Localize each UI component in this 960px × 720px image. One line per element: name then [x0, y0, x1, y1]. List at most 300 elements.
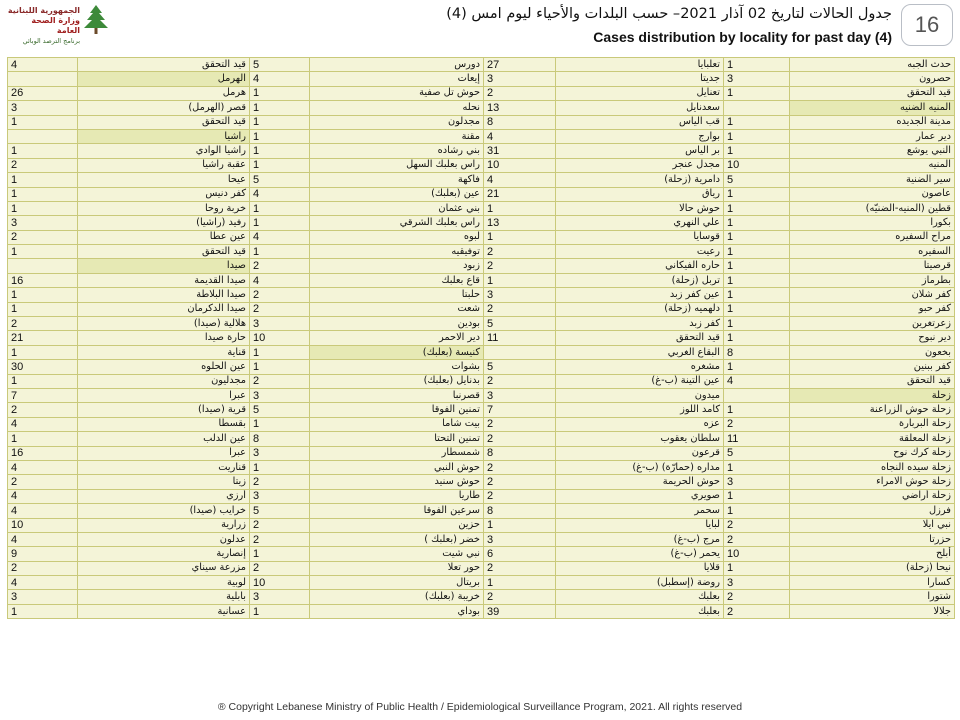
- table-row: [8, 101, 955, 115]
- case-count-cell: 3: [724, 72, 790, 86]
- table-row: [8, 417, 955, 431]
- locality-cell: قيد التحقق: [790, 374, 955, 388]
- locality-cell: عين عطا: [78, 230, 250, 244]
- locality-cell: حوش النبي: [310, 460, 484, 474]
- case-count-cell: 8: [484, 504, 556, 518]
- case-count-cell: 1: [250, 101, 310, 115]
- case-count-cell: 1: [724, 144, 790, 158]
- locality-cell: صيدا القديمة: [78, 273, 250, 287]
- page-number-badge: 16: [901, 4, 953, 46]
- locality-cell: جديتا: [556, 72, 724, 86]
- locality-cell: عين الدلب: [78, 432, 250, 446]
- locality-cell: بعلبك: [556, 604, 724, 618]
- case-count-cell: 1: [724, 115, 790, 129]
- case-count-cell: 4: [8, 460, 78, 474]
- locality-cell: شعت: [310, 302, 484, 316]
- locality-cell: عدلون: [78, 532, 250, 546]
- locality-cell: ميدون: [556, 388, 724, 402]
- case-count-cell: 1: [8, 187, 78, 201]
- case-count-cell: 2: [724, 532, 790, 546]
- locality-cell: نبي شيت: [310, 547, 484, 561]
- case-count-cell: 1: [8, 288, 78, 302]
- table-row: [8, 561, 955, 575]
- case-count-cell: 4: [724, 374, 790, 388]
- locality-cell: زحلة حوش الزراعنة: [790, 403, 955, 417]
- locality-cell: قاع بعلبك: [310, 273, 484, 287]
- case-count-cell: 1: [724, 86, 790, 100]
- locality-cell: بني رشاده: [310, 144, 484, 158]
- table-row: [8, 432, 955, 446]
- case-count-cell: 39: [484, 604, 556, 618]
- table-row: [8, 72, 955, 86]
- locality-cell: صيدا الدكرمان: [78, 302, 250, 316]
- locality-cell: زيتا: [78, 475, 250, 489]
- case-count-cell: 1: [484, 576, 556, 590]
- locality-cell: بخعون: [790, 345, 955, 359]
- case-count-cell: 2: [8, 561, 78, 575]
- case-count-cell: 4: [484, 173, 556, 187]
- case-count-cell: 1: [250, 158, 310, 172]
- case-count-cell: [724, 101, 790, 115]
- locality-cell: قرية (صيدا): [78, 403, 250, 417]
- locality-cell: أبلح: [790, 547, 955, 561]
- case-count-cell: 1: [8, 432, 78, 446]
- case-count-cell: 7: [8, 388, 78, 402]
- table-row: [8, 230, 955, 244]
- case-count-cell: 2: [8, 403, 78, 417]
- locality-cell: عيحا: [78, 173, 250, 187]
- locality-cell: تمنين الفوقا: [310, 403, 484, 417]
- case-count-cell: 4: [8, 417, 78, 431]
- locality-cell: دير الاحمر: [310, 331, 484, 345]
- case-count-cell: 5: [724, 173, 790, 187]
- locality-cell: أرزي: [78, 489, 250, 503]
- locality-cell: راشيا الوادي: [78, 144, 250, 158]
- case-count-cell: 2: [250, 518, 310, 532]
- case-count-cell: 1: [484, 518, 556, 532]
- locality-cell: زعرتغرين: [790, 317, 955, 331]
- locality-cell: حاره الفيكاني: [556, 259, 724, 273]
- locality-cell: عين كفر زبد: [556, 288, 724, 302]
- locality-cell: شمسطار: [310, 446, 484, 460]
- table-row: [8, 58, 955, 72]
- locality-cell: البقاع الغربي: [556, 345, 724, 359]
- locality-cell: إنصارية: [78, 547, 250, 561]
- case-count-cell: 5: [250, 173, 310, 187]
- locality-cell: سعدنايل: [556, 101, 724, 115]
- locality-cell: مجدليون: [78, 374, 250, 388]
- table-row: [8, 187, 955, 201]
- locality-cell: سير الضنية: [790, 173, 955, 187]
- case-count-cell: 1: [250, 360, 310, 374]
- case-count-cell: 1: [724, 273, 790, 287]
- case-count-cell: 16: [8, 273, 78, 287]
- case-count-cell: [8, 259, 78, 273]
- locality-cell: حارة صيدا: [78, 331, 250, 345]
- locality-cell: قيد التحقق: [78, 115, 250, 129]
- table-row: [8, 460, 955, 474]
- table-row: [8, 576, 955, 590]
- locality-cell: عبرا: [78, 388, 250, 402]
- case-count-cell: 2: [250, 561, 310, 575]
- locality-cell: حدث الجبه: [790, 58, 955, 72]
- locality-cell: لوبية: [78, 576, 250, 590]
- table-row: [8, 259, 955, 273]
- table-row: [8, 273, 955, 287]
- case-count-cell: 13: [484, 101, 556, 115]
- locality-cell: صويري: [556, 489, 724, 503]
- case-count-cell: 1: [724, 331, 790, 345]
- locality-cell: قصر (الهرمل): [78, 101, 250, 115]
- locality-cell: خضر (بعلبك ): [310, 532, 484, 546]
- locality-cell: قيد التحقق: [790, 86, 955, 100]
- case-count-cell: 3: [8, 216, 78, 230]
- locality-cell: النبي يوشع: [790, 144, 955, 158]
- case-count-cell: [8, 129, 78, 143]
- case-count-cell: 1: [484, 201, 556, 215]
- case-count-cell: 4: [8, 489, 78, 503]
- locality-cell: كفر دنيس: [78, 187, 250, 201]
- locality-cell: رعيت: [556, 245, 724, 259]
- table-row: [8, 504, 955, 518]
- page-title-arabic: جدول الحالات لتاريخ 02 آذار 2021– حسب البلدات والأحياء ليوم امس (4): [446, 6, 892, 22]
- locality-cell: حزين: [310, 518, 484, 532]
- case-count-cell: 3: [250, 489, 310, 503]
- locality-cell: مزرعة سيناي: [78, 561, 250, 575]
- case-count-cell: 8: [724, 345, 790, 359]
- case-count-cell: 27: [484, 58, 556, 72]
- locality-cell: صيدا البلاطة: [78, 288, 250, 302]
- case-count-cell: 1: [8, 144, 78, 158]
- locality-cell: قب الياس: [556, 115, 724, 129]
- case-count-cell: 9: [8, 547, 78, 561]
- case-count-cell: 2: [484, 302, 556, 316]
- case-count-cell: 4: [8, 58, 78, 72]
- case-count-cell: 3: [484, 388, 556, 402]
- locality-cell: يحمر (ب-غ): [556, 547, 724, 561]
- locality-cell: سرعين الفوقا: [310, 504, 484, 518]
- case-count-cell: 2: [250, 475, 310, 489]
- case-count-cell: 1: [484, 273, 556, 287]
- case-count-cell: 2: [250, 532, 310, 546]
- table-row: [8, 518, 955, 532]
- locality-cell: سحمر: [556, 504, 724, 518]
- table-row: [8, 216, 955, 230]
- case-count-cell: 1: [250, 604, 310, 618]
- case-count-cell: 10: [8, 518, 78, 532]
- case-count-cell: 1: [724, 317, 790, 331]
- table-row: [8, 590, 955, 604]
- case-count-cell: 1: [250, 460, 310, 474]
- locality-cell: المنيه: [790, 158, 955, 172]
- cases-table-body: [8, 58, 955, 619]
- locality-cell: حوش حالا: [556, 201, 724, 215]
- case-count-cell: 8: [250, 432, 310, 446]
- locality-cell: كامد اللوز: [556, 403, 724, 417]
- case-count-cell: 1: [724, 360, 790, 374]
- case-count-cell: 1: [724, 302, 790, 316]
- case-count-cell: 26: [8, 86, 78, 100]
- locality-cell: روضة (إسطبل): [556, 576, 724, 590]
- locality-cell: قرصيتا: [790, 259, 955, 273]
- table-row: [8, 302, 955, 316]
- locality-cell: كسارا: [790, 576, 955, 590]
- table-row: [8, 288, 955, 302]
- case-count-cell: 2: [8, 230, 78, 244]
- case-count-cell: 10: [724, 547, 790, 561]
- locality-cell: بشوات: [310, 360, 484, 374]
- table-row: [8, 446, 955, 460]
- case-count-cell: 7: [484, 403, 556, 417]
- table-row: [8, 144, 955, 158]
- table-row: [8, 173, 955, 187]
- locality-cell: دامرية (زحلة): [556, 173, 724, 187]
- case-count-cell: 3: [250, 446, 310, 460]
- logo-line1: الجمهورية اللبنانية: [7, 6, 80, 15]
- locality-cell: نحله: [310, 101, 484, 115]
- case-count-cell: 2: [484, 245, 556, 259]
- case-count-cell: 2: [484, 489, 556, 503]
- locality-cell: حوش تل صفية: [310, 86, 484, 100]
- table-row: [8, 374, 955, 388]
- locality-cell: راس بعلبك الشرقي: [310, 216, 484, 230]
- table-row: [8, 115, 955, 129]
- locality-cell: حلبتا: [310, 288, 484, 302]
- locality-cell: زحلة المعلقة: [790, 432, 955, 446]
- case-count-cell: 3: [250, 590, 310, 604]
- case-count-cell: 1: [8, 245, 78, 259]
- case-count-cell: 1: [8, 374, 78, 388]
- locality-cell: تعلبايا: [556, 58, 724, 72]
- case-count-cell: 11: [724, 432, 790, 446]
- case-count-cell: 2: [8, 317, 78, 331]
- table-row: [8, 403, 955, 417]
- case-count-cell: 3: [484, 288, 556, 302]
- case-count-cell: 1: [724, 245, 790, 259]
- locality-cell: مجدل عنجر: [556, 158, 724, 172]
- locality-cell: عسانية: [78, 604, 250, 618]
- locality-cell: زبود: [310, 259, 484, 273]
- case-count-cell: 5: [484, 360, 556, 374]
- case-count-cell: 1: [250, 201, 310, 215]
- case-count-cell: 8: [484, 446, 556, 460]
- case-count-cell: 1: [250, 86, 310, 100]
- locality-cell: قيد التحقق: [78, 245, 250, 259]
- case-count-cell: 10: [250, 331, 310, 345]
- case-count-cell: 1: [250, 144, 310, 158]
- case-count-cell: 1: [250, 345, 310, 359]
- locality-cell: خربة روحا: [78, 201, 250, 215]
- case-count-cell: 2: [484, 259, 556, 273]
- case-count-cell: 3: [250, 388, 310, 402]
- locality-cell: الهرمل: [78, 72, 250, 86]
- case-count-cell: 2: [484, 561, 556, 575]
- case-count-cell: 3: [484, 72, 556, 86]
- case-count-cell: 2: [724, 417, 790, 431]
- locality-cell: قناية: [78, 345, 250, 359]
- locality-cell: مرج (ب-غ): [556, 532, 724, 546]
- case-count-cell: 2: [484, 86, 556, 100]
- table-row: [8, 360, 955, 374]
- case-count-cell: 4: [8, 504, 78, 518]
- case-count-cell: 4: [250, 72, 310, 86]
- page-title-english: Cases distribution by locality for past day (4): [593, 29, 892, 45]
- table-row: [8, 245, 955, 259]
- locality-cell: زحلة حوش الامراء: [790, 475, 955, 489]
- case-count-cell: 4: [250, 187, 310, 201]
- locality-cell: تعنايل: [556, 86, 724, 100]
- locality-cell: مدينة الجديده: [790, 115, 955, 129]
- case-count-cell: 3: [8, 101, 78, 115]
- case-count-cell: 5: [250, 403, 310, 417]
- case-count-cell: 2: [484, 417, 556, 431]
- locality-cell: السفيره: [790, 245, 955, 259]
- case-count-cell: 2: [250, 374, 310, 388]
- locality-cell: هرمل: [78, 86, 250, 100]
- case-count-cell: 8: [484, 115, 556, 129]
- locality-cell: هلالية (صيدا): [78, 317, 250, 331]
- case-count-cell: [724, 388, 790, 402]
- ministry-logo: [6, 4, 116, 45]
- locality-cell: قصرنبا: [310, 388, 484, 402]
- locality-cell: عقبة راشيا: [78, 158, 250, 172]
- case-count-cell: 4: [250, 230, 310, 244]
- case-count-cell: 5: [724, 446, 790, 460]
- case-count-cell: 4: [8, 576, 78, 590]
- locality-cell: حور تعلا: [310, 561, 484, 575]
- case-count-cell: 1: [8, 201, 78, 215]
- case-count-cell: 1: [484, 230, 556, 244]
- case-count-cell: 10: [250, 576, 310, 590]
- locality-cell: مشغره: [556, 360, 724, 374]
- locality-cell: مقنة: [310, 129, 484, 143]
- case-count-cell: 21: [8, 331, 78, 345]
- locality-cell: زحلة سيده النجاه: [790, 460, 955, 474]
- locality-cell: المنيه الضنيه: [790, 101, 955, 115]
- table-row: [8, 86, 955, 100]
- case-count-cell: 21: [484, 187, 556, 201]
- case-count-cell: 2: [484, 460, 556, 474]
- locality-cell: عين التينة (ب-غ): [556, 374, 724, 388]
- locality-cell: حوش الحريمة: [556, 475, 724, 489]
- case-count-cell: [484, 345, 556, 359]
- case-count-cell: 1: [724, 403, 790, 417]
- locality-cell: جلالا: [790, 604, 955, 618]
- locality-cell: بوارج: [556, 129, 724, 143]
- locality-cell: نيحا (زحلة): [790, 561, 955, 575]
- case-count-cell: 2: [250, 288, 310, 302]
- case-count-cell: 1: [724, 201, 790, 215]
- locality-cell: توفيقيه: [310, 245, 484, 259]
- case-count-cell: 5: [250, 504, 310, 518]
- locality-cell: دورس: [310, 58, 484, 72]
- case-count-cell: 3: [8, 590, 78, 604]
- locality-cell: خرايب (صيدا): [78, 504, 250, 518]
- locality-cell: سلطان يعقوب: [556, 432, 724, 446]
- locality-cell: قيد التحقق: [556, 331, 724, 345]
- case-count-cell: 1: [250, 129, 310, 143]
- locality-cell: زحلة: [790, 388, 955, 402]
- locality-cell: بطرماز: [790, 273, 955, 287]
- copyright-footer: ® Copyright Lebanese Ministry of Public Health / Epidemiological Surveillance Program, 2021. All rights reserved: [217, 701, 743, 713]
- locality-cell: لبايا: [556, 518, 724, 532]
- case-count-cell: [8, 72, 78, 86]
- locality-cell: خريبة (بعلبك): [310, 590, 484, 604]
- table-row: [8, 345, 955, 359]
- case-count-cell: 5: [484, 317, 556, 331]
- locality-cell: قيد التحقق: [78, 58, 250, 72]
- case-count-cell: 2: [250, 302, 310, 316]
- locality-cell: قرعون: [556, 446, 724, 460]
- case-count-cell: 2: [724, 590, 790, 604]
- logo-text: [6, 6, 80, 46]
- locality-cell: لبوه: [310, 230, 484, 244]
- locality-cell: عين (بعلبك): [310, 187, 484, 201]
- locality-cell: تمنين التحتا: [310, 432, 484, 446]
- case-count-cell: 4: [484, 129, 556, 143]
- case-count-cell: 1: [250, 216, 310, 230]
- locality-cell: طاريا: [310, 489, 484, 503]
- locality-cell: دير عمار: [790, 129, 955, 143]
- locality-cell: إيعات: [310, 72, 484, 86]
- table-row: [8, 475, 955, 489]
- locality-cell: قلايا: [556, 561, 724, 575]
- locality-cell: عبرا: [78, 446, 250, 460]
- case-count-cell: 1: [724, 187, 790, 201]
- locality-cell: قوسايا: [556, 230, 724, 244]
- case-count-cell: 2: [484, 374, 556, 388]
- locality-cell: حوش سنيد: [310, 475, 484, 489]
- table-row: [8, 129, 955, 143]
- locality-cell: صيدا: [78, 259, 250, 273]
- locality-cell: رياق: [556, 187, 724, 201]
- case-count-cell: 2: [8, 158, 78, 172]
- case-count-cell: 1: [724, 216, 790, 230]
- case-count-cell: 1: [8, 604, 78, 618]
- locality-cell: دلهميه (زحلة): [556, 302, 724, 316]
- locality-cell: بقسطا: [78, 417, 250, 431]
- locality-cell: بيت شاما: [310, 417, 484, 431]
- locality-cell: عين الحلوه: [78, 360, 250, 374]
- locality-cell: بوداي: [310, 604, 484, 618]
- case-count-cell: 2: [724, 518, 790, 532]
- locality-cell: بابلية: [78, 590, 250, 604]
- logo-line3: برنامج الترصد الوبائي: [22, 37, 80, 45]
- case-count-cell: 3: [724, 475, 790, 489]
- case-count-cell: 31: [484, 144, 556, 158]
- case-count-cell: 1: [724, 288, 790, 302]
- locality-cell: قناريت: [78, 460, 250, 474]
- case-count-cell: 2: [484, 590, 556, 604]
- case-count-cell: 5: [250, 58, 310, 72]
- locality-cell: شتورا: [790, 590, 955, 604]
- cases-table: [7, 57, 955, 619]
- locality-cell: زحلة كرك نوح: [790, 446, 955, 460]
- case-count-cell: 10: [724, 158, 790, 172]
- case-count-cell: 3: [250, 317, 310, 331]
- case-count-cell: 1: [250, 417, 310, 431]
- locality-cell: قطين (المنيه-الضنيّه): [790, 201, 955, 215]
- case-count-cell: 3: [484, 532, 556, 546]
- locality-cell: نبي ايلا: [790, 518, 955, 532]
- case-count-cell: 13: [484, 216, 556, 230]
- table-row: [8, 547, 955, 561]
- case-count-cell: 1: [724, 489, 790, 503]
- locality-cell: راشيا: [78, 129, 250, 143]
- case-count-cell: 1: [724, 129, 790, 143]
- case-count-cell: 1: [250, 115, 310, 129]
- locality-cell: بعلبك: [556, 590, 724, 604]
